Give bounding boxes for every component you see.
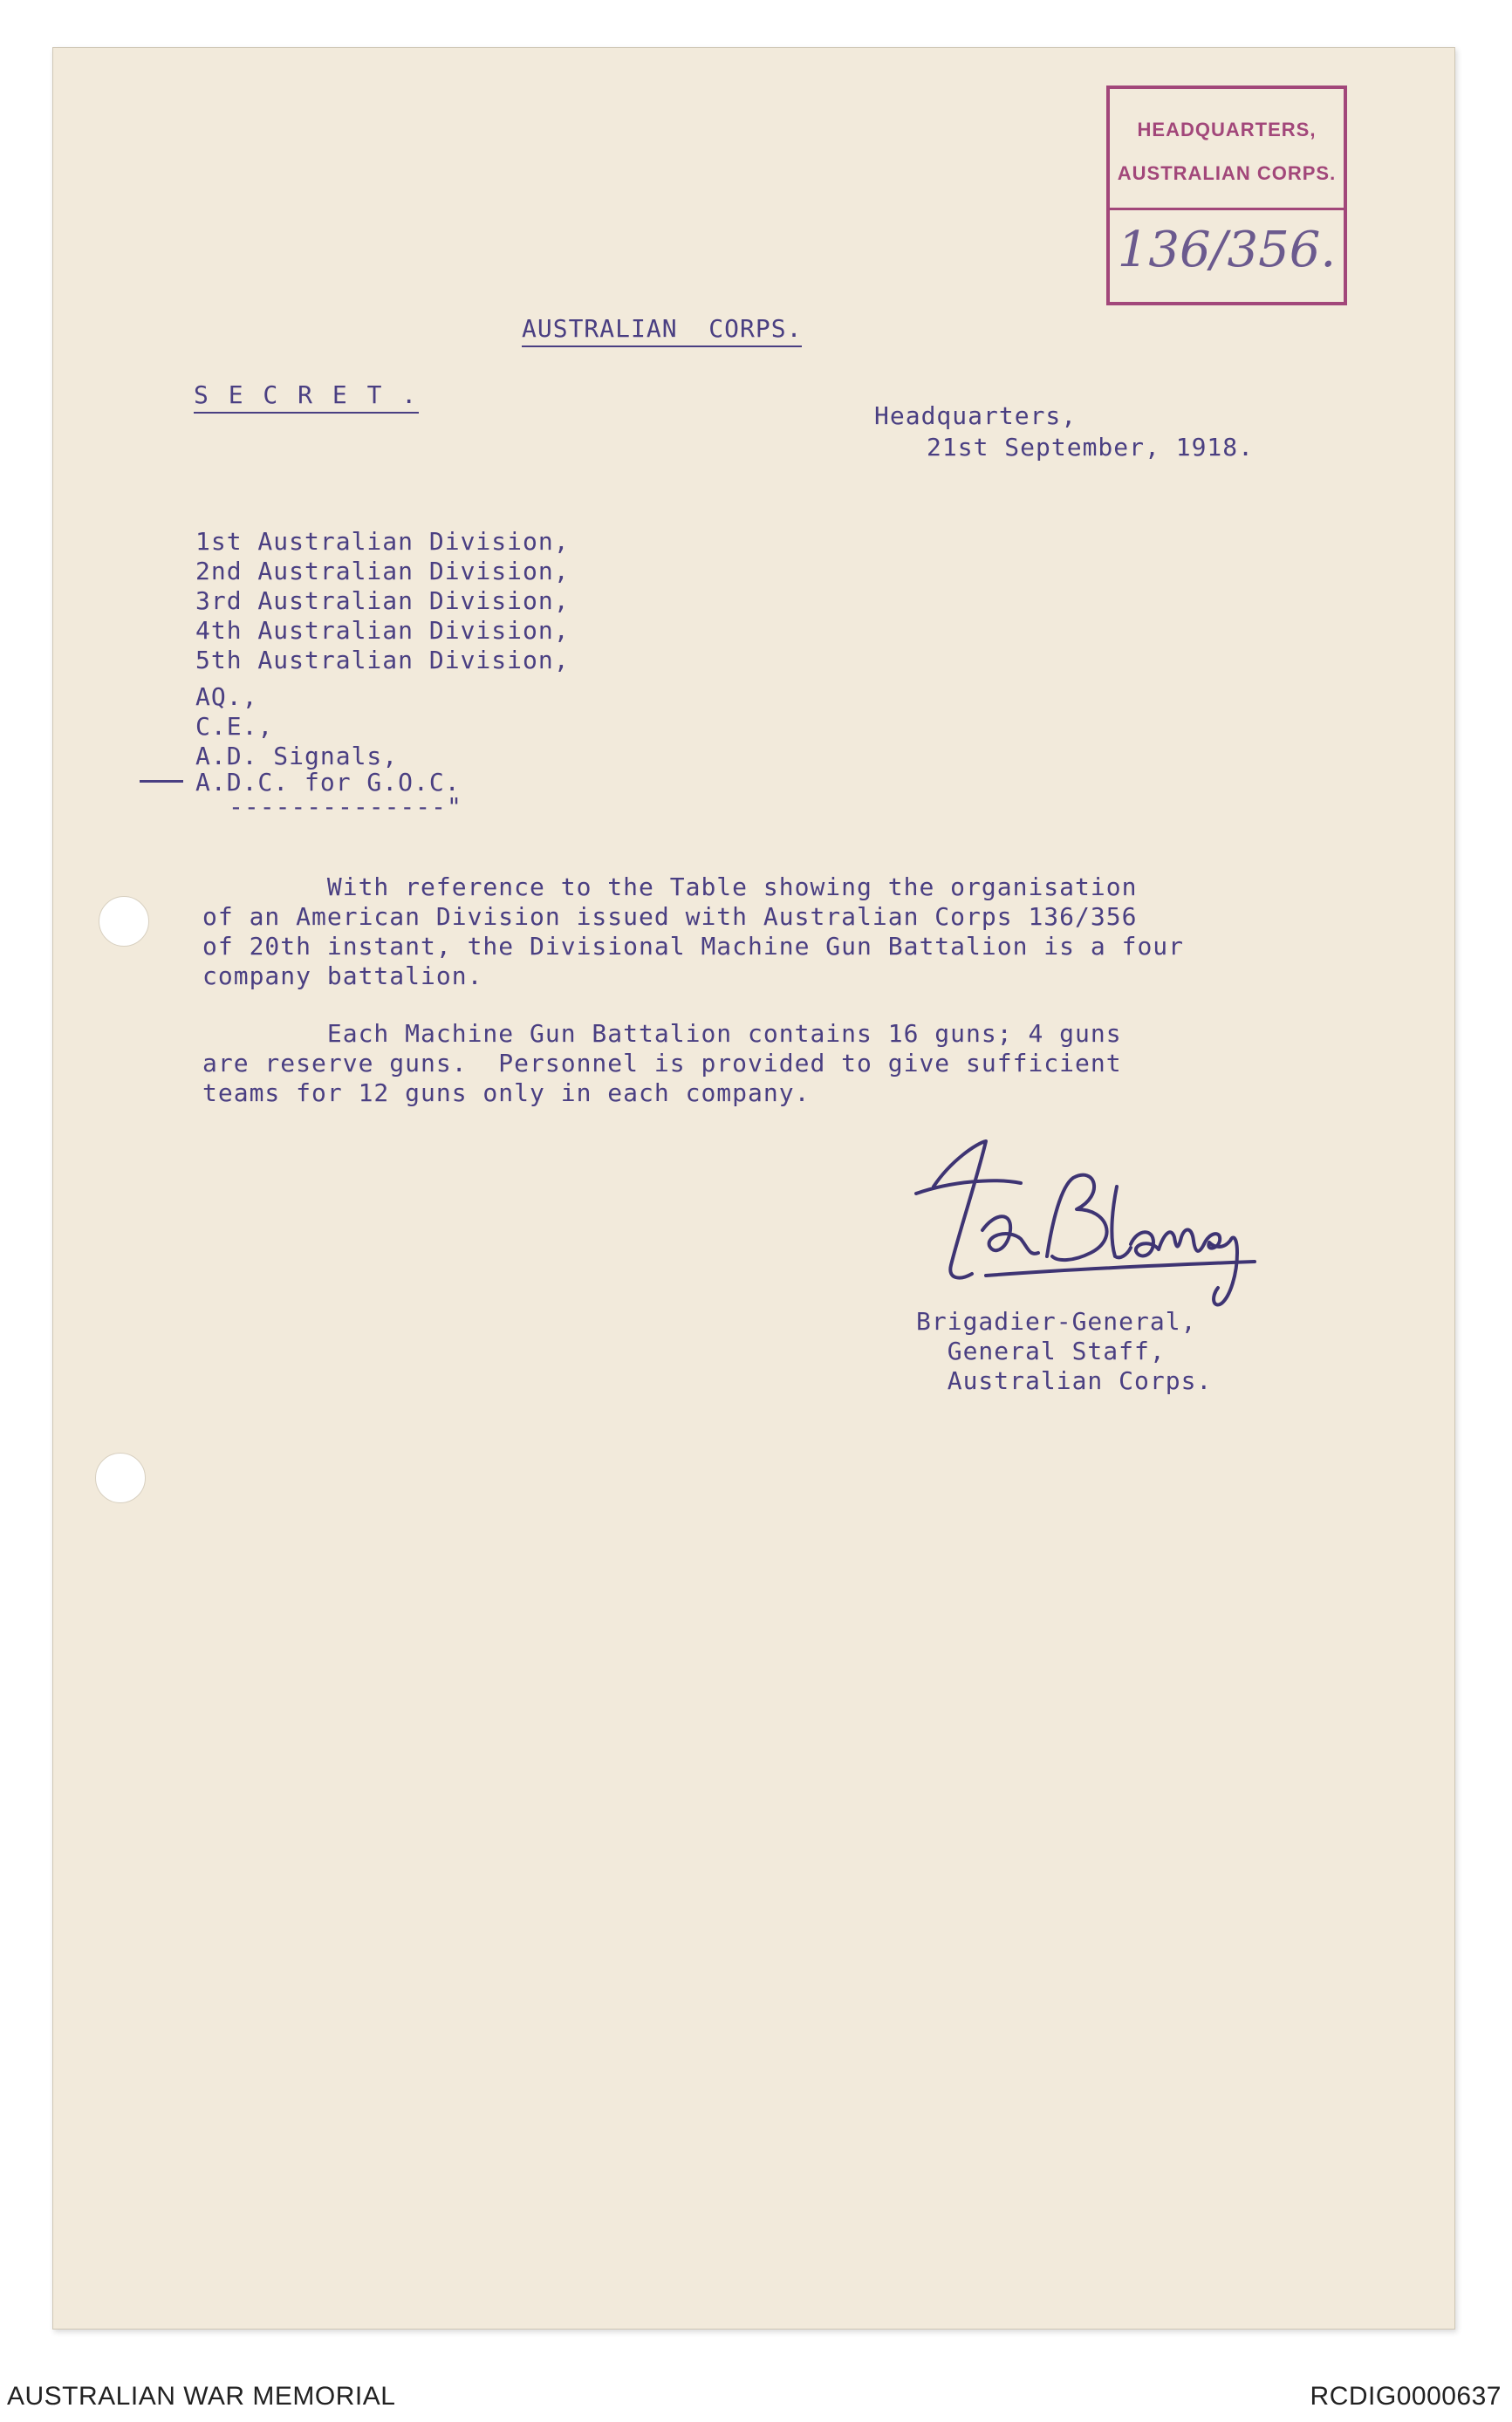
- headquarters-stamp: [1106, 86, 1347, 305]
- punch-hole-top: [99, 896, 149, 947]
- addressee-6: AQ.,: [195, 682, 258, 711]
- paragraph-1-line-2: of an American Division issued with Australian Corps 136/356: [202, 902, 1138, 931]
- stamp-line-1: HEADQUARTERS,: [1137, 119, 1317, 140]
- footer-archive-name: AUSTRALIAN WAR MEMORIAL: [7, 2382, 396, 2411]
- paragraph-2-line-2: are reserve guns. Personnel is provided to give sufficient: [202, 1049, 1122, 1078]
- classification-secret: S E C R E T .: [194, 380, 419, 414]
- paragraph-2-line-3: teams for 12 guns only in each company.: [202, 1078, 811, 1107]
- paragraph-1-line-4: company battalion.: [202, 961, 483, 990]
- signatory-staff: General Staff,: [916, 1337, 1166, 1365]
- footer-reference-code: RCDIG0000637: [1310, 2382, 1502, 2411]
- punch-hole-bottom: [95, 1453, 146, 1503]
- headquarters-location: Headquarters,: [874, 401, 1078, 430]
- addressee-9: A.D.C. for G.O.C.: [195, 768, 461, 797]
- signatory-rank: Brigadier-General,: [916, 1307, 1197, 1336]
- stamp-reference-number: 136/356.: [1117, 222, 1337, 278]
- paragraph-2-line-1: Each Machine Gun Battalion contains 16 guns; 4 guns: [202, 1019, 1122, 1048]
- addressee-7: C.E.,: [195, 712, 274, 741]
- paragraph-1-line-1: With reference to the Table showing the organisation: [202, 872, 1138, 901]
- signatory-corps: Australian Corps.: [916, 1366, 1213, 1395]
- margin-dash-mark: [140, 780, 183, 783]
- stamp-divider: [1110, 208, 1344, 210]
- addressee-2: 2nd Australian Division,: [195, 557, 570, 585]
- addressee-dash-line: --------------": [229, 792, 462, 821]
- document-date: 21st September, 1918.: [927, 433, 1255, 462]
- addressee-1: 1st Australian Division,: [195, 527, 570, 556]
- addressee-3: 3rd Australian Division,: [195, 586, 570, 615]
- document-heading: AUSTRALIAN CORPS.: [522, 314, 802, 347]
- handwritten-signature: [899, 1125, 1265, 1317]
- addressee-4: 4th Australian Division,: [195, 616, 570, 645]
- addressee-5: 5th Australian Division,: [195, 646, 570, 674]
- paragraph-1-line-3: of 20th instant, the Divisional Machine Gun Battalion is a four: [202, 932, 1185, 961]
- stamp-line-2: AUSTRALIAN CORPS.: [1117, 162, 1337, 184]
- addressee-8: A.D. Signals,: [195, 742, 399, 770]
